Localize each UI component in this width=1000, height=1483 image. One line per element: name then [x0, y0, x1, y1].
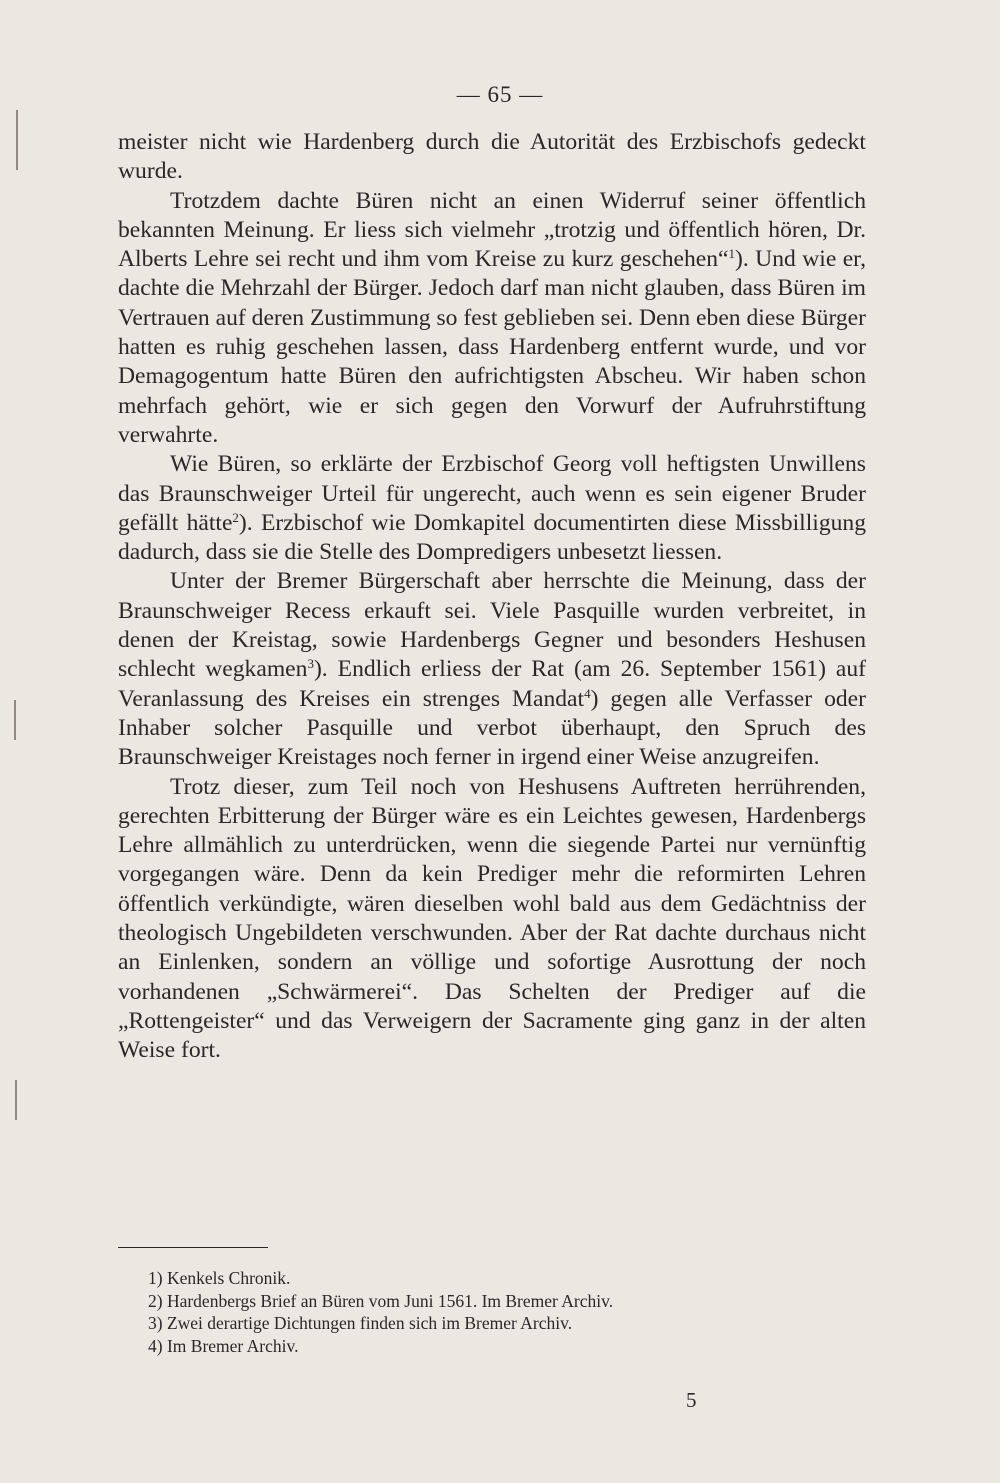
signature-mark: 5: [686, 1388, 697, 1412]
paragraph: [118, 187, 866, 451]
footnote: 2) Hardenbergs Brief an Büren vom Juni 1561. Im Bremer Archiv.: [148, 1290, 614, 1311]
page-number: — 65 —: [456, 82, 544, 107]
paragraph-text: Trotz dieser, zum Teil noch von Heshusens Auftreten herrührenden, gerechten Erbitterung der Bürger wäre es ein Leichtes gewesen, Hardenbergs Lehre allmählich zu unterdrücken, wenn die siegende Partei nur vernünftig vorgegangen wäre. Denn da kein Prediger mehr die reformirten Lehren öffentlich verkündigte, wären dieselben wohl bald aus dem Gedächtniss der theologisch Ungebildeten verschwunden. Aber der Rat dachte durchaus nicht an Einlenken, sondern an völlige und sofortige Ausrottung der noch vorhandenen „Schwärmerei“. Das Schelten der Prediger auf die „Rottengeister“ und das Verweigern der Sacramente ging ganz in der alten Weise fort.: [118, 773, 866, 1064]
footnote-reference: 3: [307, 656, 314, 672]
paragraph-text: ). Und wie er, dachte die Mehrzahl der Bürger. Jedoch darf man nicht glauben, dass Büren im Vertrauen auf deren Zustimmung so fest geblieben sei. Denn eben diese Bürger hatten es ruhig geschehen lassen, dass Hardenberg entfernt wurde, und vor Demagogentum hatte Büren den aufrichtigsten Abscheu. Wir haben schon mehrfach gehört, wie er sich gegen den Vorwurf der Aufruhrstiftung verwahrte.: [118, 246, 866, 448]
paragraph: [118, 450, 866, 567]
footnote-reference: 4: [584, 685, 591, 701]
paragraph: [118, 567, 866, 772]
page-edge-mark: [15, 1080, 17, 1120]
footnote: 4) Im Bremer Archiv.: [148, 1336, 299, 1357]
footnote-reference: 1: [728, 246, 736, 262]
paragraph-text: meister nicht wie Hardenberg durch die Autorität des Erzbischofs gedeckt wurde.: [118, 129, 866, 185]
paragraph-text: Wie Büren, so erklärte der Erzbischof Georg voll heftigsten Unwillens das Braunschweiger Urteil für ungerecht, auch wenn es sein eigener Bruder gefällt hätte: [118, 451, 866, 536]
page-edge-mark: [14, 700, 16, 740]
paragraph-text: ). Endlich erliess der Rat (am 26. September 1561) auf Veranlassung des Kreises ein strenges Mandat: [118, 656, 866, 712]
paragraph-text: ) gegen alle Verfasser oder Inhaber solcher Pasquille und verbot überhaupt, den Spruch des Braunschweiger Kreistages noch ferner in irgend einer Weise anzugreifen.: [118, 685, 867, 771]
footnote: 1) Kenkels Chronik.: [148, 1268, 291, 1288]
page-edge-mark: [16, 110, 18, 170]
footnote: 3) Zwei derartige Dichtungen finden sich im Bremer Archiv.: [148, 1313, 573, 1334]
footnote-reference: 2: [232, 509, 239, 525]
paragraph-text: ). Erzbischof wie Domkapitel documentirten diese Missbilligung dadurch, dass sie die Stelle des Dompredigers unbesetzt liessen.: [118, 509, 867, 566]
footnote-rule: [118, 1247, 268, 1248]
paragraph: [118, 773, 866, 1066]
paragraph-text: Trotzdem dachte Büren nicht an einen Widerruf seiner öffentlich bekannten Meinung. Er liess sich vielmehr „trotzig und öffentlich hören, Dr. Alberts Lehre sei recht und ihm vom Kreise zu kurz geschehen“: [118, 187, 866, 273]
body-text: [118, 128, 866, 1066]
paragraph-text: Unter der Bremer Bürgerschaft aber herrschte die Meinung, dass der Braunschweiger Recess erkauft sei. Viele Pasquille wurden verbreitet, in denen der Kreistag, sowie Hardenbergs Gegner und besonders Heshusen schlecht wegkamen: [118, 568, 866, 683]
footnotes: [148, 1267, 848, 1358]
paragraph: [118, 128, 866, 187]
